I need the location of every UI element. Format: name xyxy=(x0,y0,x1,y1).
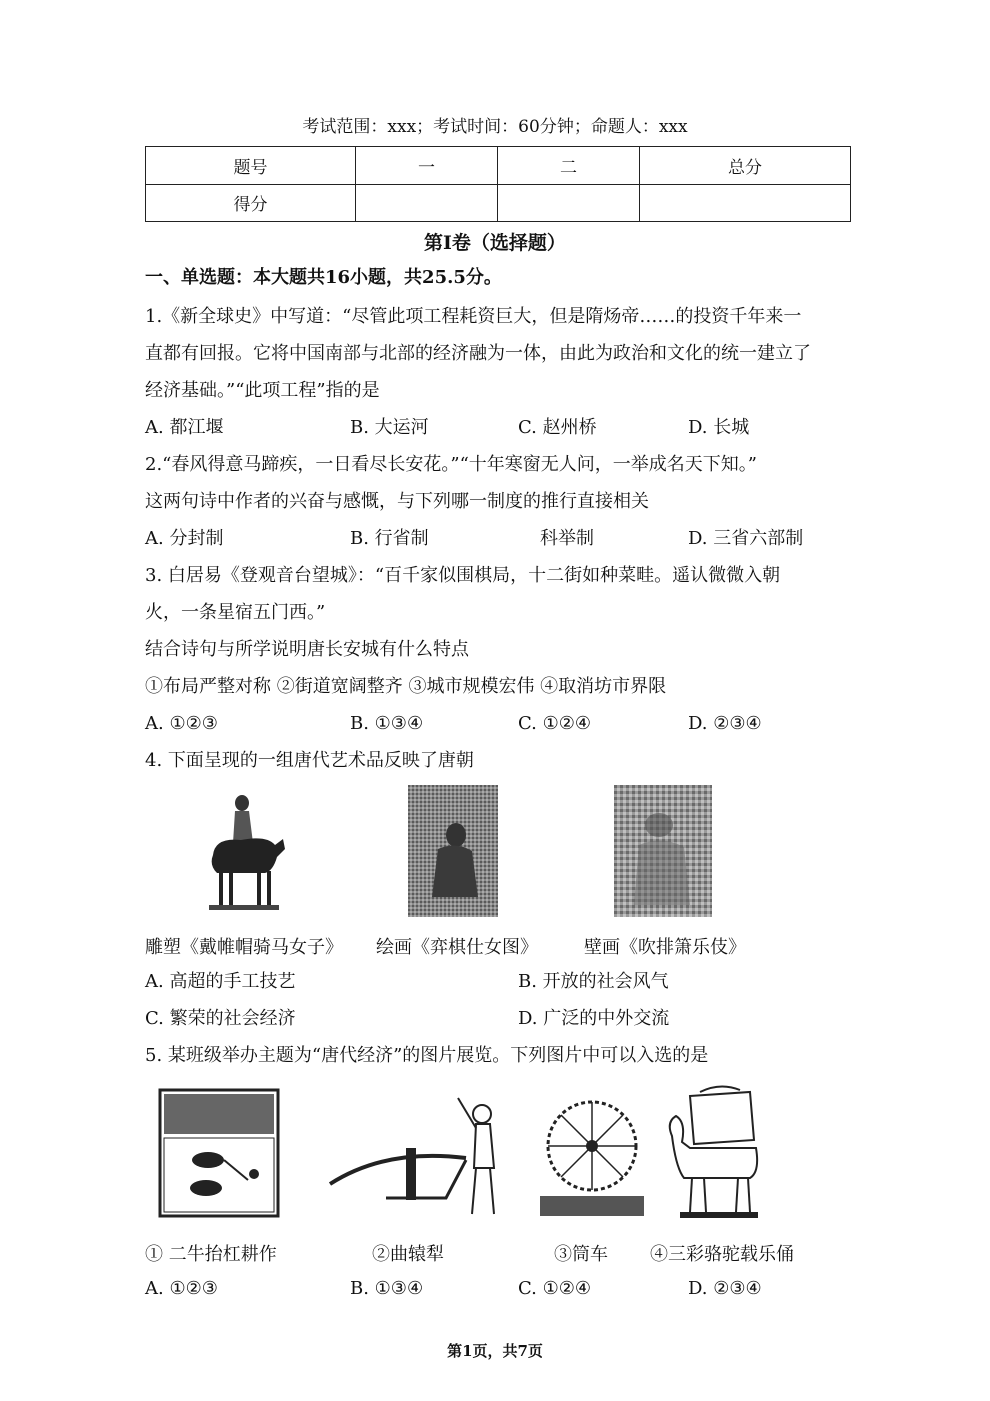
option-d: D. 长城 xyxy=(688,417,750,438)
table-header-cell: 题号 xyxy=(146,147,356,185)
option-b: B. 大运河 xyxy=(350,417,429,438)
figure-caption: 壁画《吹排箫乐伎》 xyxy=(584,937,746,958)
question-1-line: 1.《新全球史》中写道：“尽管此项工程耗资巨大，但是隋炀帝……的投资千年来一 xyxy=(145,306,802,327)
question-1-line: 直都有回报。它将中国南部与北部的经济融为一体，由此为政治和文化的统一建立了 xyxy=(145,343,811,364)
question-3-line: 3. 白居易《登观音台望城》：“百千家似围棋局，十二街如种菜畦。遥认微微入朝 xyxy=(145,565,781,586)
option-c: C. ①②④ xyxy=(518,1278,591,1299)
table-header-cell: 总分 xyxy=(640,147,851,185)
question-5-line: 5. 某班级举办主题为“唐代经济”的图片展览。下列图片中可以入选的是 xyxy=(145,1045,709,1066)
ox-plowing-figure xyxy=(158,1088,280,1218)
option-b: B. 开放的社会风气 xyxy=(518,971,669,992)
option-d: D. 广泛的中外交流 xyxy=(518,1008,670,1029)
tricolor-camel-figure xyxy=(660,1082,764,1224)
table-header-cell: 二 xyxy=(498,147,640,185)
chess-lady-painting-figure xyxy=(408,785,498,917)
table-row-label: 得分 xyxy=(146,184,356,222)
part-title: 一、单选题：本大题共16小题，共25.5分。 xyxy=(145,267,502,288)
exam-scope: 考试范围：xxx；考试时间：60分钟；命题人：xxx xyxy=(302,117,688,137)
figure-caption: ① 二牛抬杠耕作 xyxy=(145,1244,277,1265)
option-d: D. ②③④ xyxy=(688,1278,762,1299)
water-wheel-figure xyxy=(536,1088,648,1220)
figure-caption: ③筒车 xyxy=(554,1244,608,1265)
panpipe-mural-figure xyxy=(614,785,712,917)
option-a: A. ①②③ xyxy=(145,713,218,734)
table-row xyxy=(146,184,851,222)
section-title: 第I卷（选择题） xyxy=(424,232,566,254)
question-2-line: 2.“春风得意马蹄疾，一日看尽长安花。”“十年寒窗无人问，一举成名天下知。” xyxy=(145,454,757,475)
table-header-cell: 一 xyxy=(356,147,498,185)
score-cell xyxy=(356,184,498,222)
horse-rider-sculpture-figure xyxy=(195,785,295,920)
figure-caption: ②曲辕犁 xyxy=(372,1244,444,1265)
figure-caption: 绘画《弈棋仕女图》 xyxy=(376,937,538,958)
question-3-line: ①布局严整对称 ②街道宽阔整齐 ③城市规模宏伟 ④取消坊市界限 xyxy=(145,676,667,697)
question-1-line: 经济基础。”“此项工程”指的是 xyxy=(145,380,380,401)
curved-plow-figure xyxy=(326,1088,514,1224)
score-cell xyxy=(640,184,851,222)
table-row xyxy=(146,147,851,185)
figure-caption: ④三彩骆驼载乐俑 xyxy=(650,1244,794,1265)
score-cell xyxy=(498,184,640,222)
page-footer: 第1页，共7页 xyxy=(447,1342,543,1360)
option-a: A. 分封制 xyxy=(145,528,224,549)
option-c: C. 繁荣的社会经济 xyxy=(145,1008,296,1029)
option-b: B. ①③④ xyxy=(350,713,424,734)
figure-caption: 雕塑《戴帷帽骑马女子》 xyxy=(145,937,343,958)
option-d: D. ②③④ xyxy=(688,713,762,734)
option-c: C. 赵州桥 xyxy=(518,417,597,438)
option-a: A. ①②③ xyxy=(145,1278,218,1299)
option-c: C. ①②④ xyxy=(518,713,591,734)
question-3-line: 结合诗句与所学说明唐长安城有什么特点 xyxy=(145,639,469,660)
option-a: A. 都江堰 xyxy=(145,417,224,438)
option-a: A. 高超的手工技艺 xyxy=(145,971,296,992)
question-4-line: 4. 下面呈现的一组唐代艺术品反映了唐朝 xyxy=(145,750,474,771)
option-b: B. 行省制 xyxy=(350,528,429,549)
option-d: D. 三省六部制 xyxy=(688,528,804,549)
question-2-line: 这两句诗中作者的兴奋与感慨，与下列哪一制度的推行直接相关 xyxy=(145,491,649,512)
option-b: B. ①③④ xyxy=(350,1278,424,1299)
option-c: 科举制 xyxy=(540,528,594,549)
score-table xyxy=(145,146,851,222)
question-3-line: 火，一条星宿五门西。” xyxy=(145,602,326,623)
